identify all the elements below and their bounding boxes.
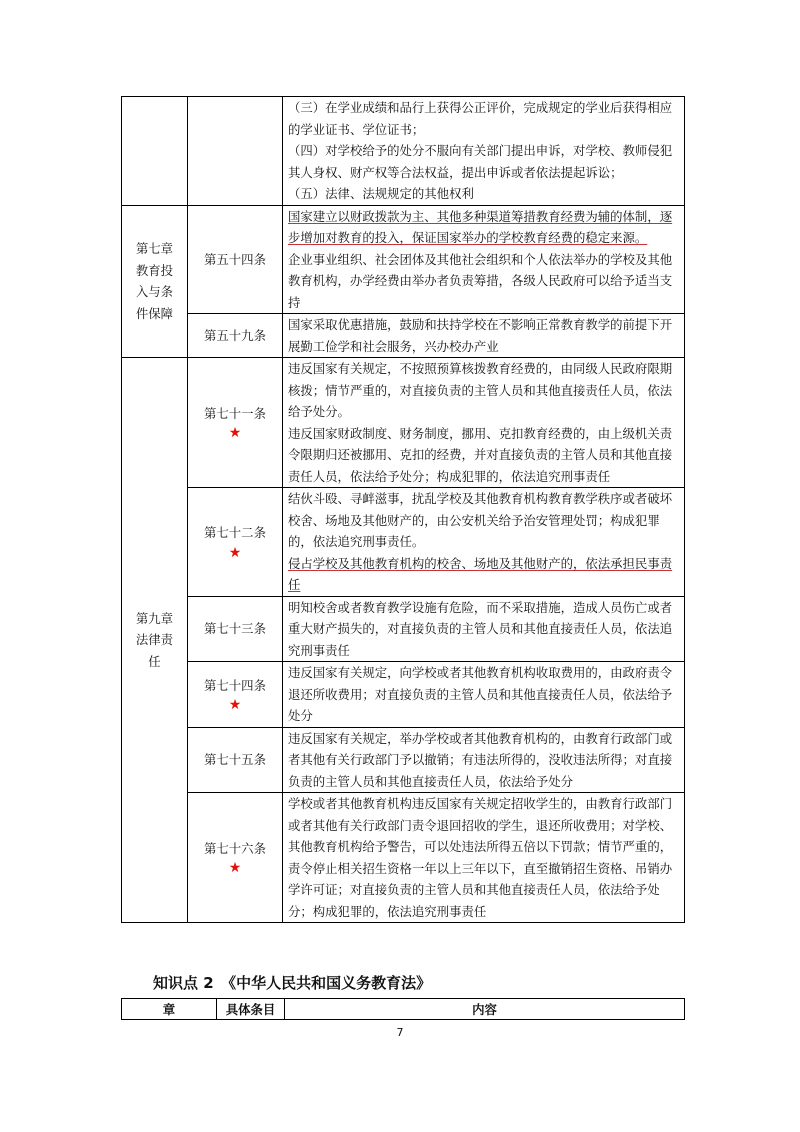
- content-cell: [283, 596, 685, 662]
- chapter-title: 第七章教育投入与条件保障: [135, 241, 174, 321]
- article-label: 第五十四条: [204, 251, 266, 267]
- article-label: 第七十四条: [204, 677, 266, 693]
- content-cell: [283, 488, 685, 597]
- article-label: 第七十三条: [204, 621, 266, 636]
- content-paragraph: （五）法律、法规规定的其他权利: [288, 186, 474, 201]
- content-paragraph: 侵占学校及其他教育机构的校舍、场地及其他财产的，依法承担民事责任: [288, 555, 673, 592]
- content-paragraph: （三）在学业成绩和品行上获得公正评价，完成规定的学业后获得相应的学业证书、学位证书；: [288, 100, 673, 137]
- star-icon: ★: [228, 544, 242, 561]
- chapter-cell: [122, 205, 188, 358]
- content-cell: [283, 727, 685, 793]
- article-label: 第七十一条: [204, 405, 266, 421]
- article-cell-empty: [188, 97, 283, 206]
- content-paragraph: 违反国家有关规定，向学校或者其他教育机构收取费用的，由政府责令退还所收费用；对直接负责的主管人员和其他直接责任人员，依法给予处分: [288, 665, 673, 723]
- law-table: [121, 96, 685, 923]
- table-header-row: [122, 999, 685, 1020]
- page-number: 7: [396, 1026, 404, 1039]
- article-label: 第五十九条: [204, 327, 266, 343]
- article-cell: [188, 793, 283, 923]
- article-cell: [188, 662, 283, 728]
- content-paragraph: 违反国家有关规定，举办学校或者其他教育机构的，由教育行政部门或者其他有关行政部门予以撤销；有违法所得的，没收违法所得；对直接负责的主管人员和其他直接责任人员，依法给予处分: [288, 730, 673, 789]
- table-row: [122, 727, 685, 793]
- content-paragraph: 学校或者其他教育机构违反国家有关规定招收学生的，由教育行政部门或者其他有关行政部门责令退回招收的学生，退还所收费用；对学校、其他教育机构给予警告，可以处违法所得五倍以下罚款；情节严重的，责令停止相关招生资格一年以上三年以下，直至撤销招生资格、吊销办学许可证；对直接负责的主管人员和其他直接责任人员，依法给予处分；构成犯罪的，依法追究刑事责任: [288, 796, 673, 919]
- article-cell: [188, 727, 283, 793]
- table-row: [122, 205, 685, 314]
- header-cell-article: 具体条目: [217, 999, 285, 1020]
- content-paragraph: 违反国家有关规定，不按照预算核拨教育经费的，由同级人民政府限期核拨；情节严重的，对直接负责的主管人员和其他直接责任人员，依法给予处分。: [288, 361, 673, 419]
- article-cell: [188, 205, 283, 314]
- star-icon: ★: [228, 697, 242, 713]
- content-cell: [283, 314, 685, 358]
- table-row: [122, 488, 685, 597]
- article-cell: [188, 596, 283, 662]
- star-icon: ★: [228, 425, 242, 442]
- table-row: [122, 596, 685, 662]
- star-icon: ★: [228, 860, 242, 877]
- table-row: [122, 662, 685, 728]
- content-paragraph: 企业事业组织、社会团体及其他社会组织和个人依法举办的学校及其他教育机构，办学经费由举办者负责筹措，各级人民政府可以给予适当支持: [288, 251, 673, 310]
- article-cell: [188, 314, 283, 358]
- content-cell: [283, 97, 685, 206]
- content-paragraph: 国家采取优惠措施，鼓励和扶持学校在不影响正常教育教学的前提下开展勤工俭学和社会服务，兴办校办产业: [288, 317, 673, 354]
- content-paragraph: 结伙斗殴、寻衅滋事，扰乱学校及其他教育机构教育教学秩序或者破坏校舍、场地及其他财产的，由公安机关给予治安管理处罚；构成犯罪的，依法追究刑事责任。: [288, 491, 673, 549]
- content-paragraph: （四）对学校给予的处分不服向有关部门提出申诉，对学校、教师侵犯其人身权、财产权等合法权益，提出申诉或者依法提起诉讼；: [288, 143, 673, 180]
- table-row: [122, 97, 685, 206]
- content-cell: [283, 662, 685, 728]
- article-label: 第七十六条: [204, 840, 266, 856]
- article-label: 第七十二条: [204, 525, 266, 540]
- table-row: [122, 793, 685, 923]
- chapter-cell: [122, 358, 188, 923]
- content-cell: [283, 205, 685, 314]
- chapter-cell-empty: [122, 97, 188, 206]
- content-paragraph: 违反国家财政制度、财务制度，挪用、克扣教育经费的，由上级机关责令限期归还被挪用、克扣的经费，并对直接负责的主管人员和其他直接责任人员，依法给予处分；构成犯罪的，依法追究刑事责任: [288, 425, 673, 484]
- content-cell: [283, 793, 685, 923]
- header-cell-content: 内容: [285, 999, 685, 1020]
- article-cell: [188, 358, 283, 488]
- content-paragraph: 明知校舍或者教育教学设施有危险，而不采取措施，造成人员伤亡或者重大财产损失的，对直接负责的主管人员和其他直接责任人员，依法追究刑事责任: [288, 599, 673, 658]
- table-row: [122, 358, 685, 488]
- table-row: [122, 314, 685, 358]
- content-paragraph: 国家建立以财政拨款为主、其他多种渠道筹措教育经费为辅的体制，逐步增加对教育的投入，保证国家举办的学校教育经费的稳定来源。: [288, 208, 673, 245]
- article-label: 第七十五条: [204, 752, 266, 767]
- article-cell: [188, 488, 283, 597]
- next-table-header: [121, 998, 685, 1020]
- content-cell: [283, 358, 685, 488]
- section-title: 知识点 2 《中华人民共和国义务教育法》: [153, 974, 432, 992]
- header-cell-chapter: 章: [122, 999, 217, 1020]
- chapter-title: 第九章法律责任: [135, 610, 174, 669]
